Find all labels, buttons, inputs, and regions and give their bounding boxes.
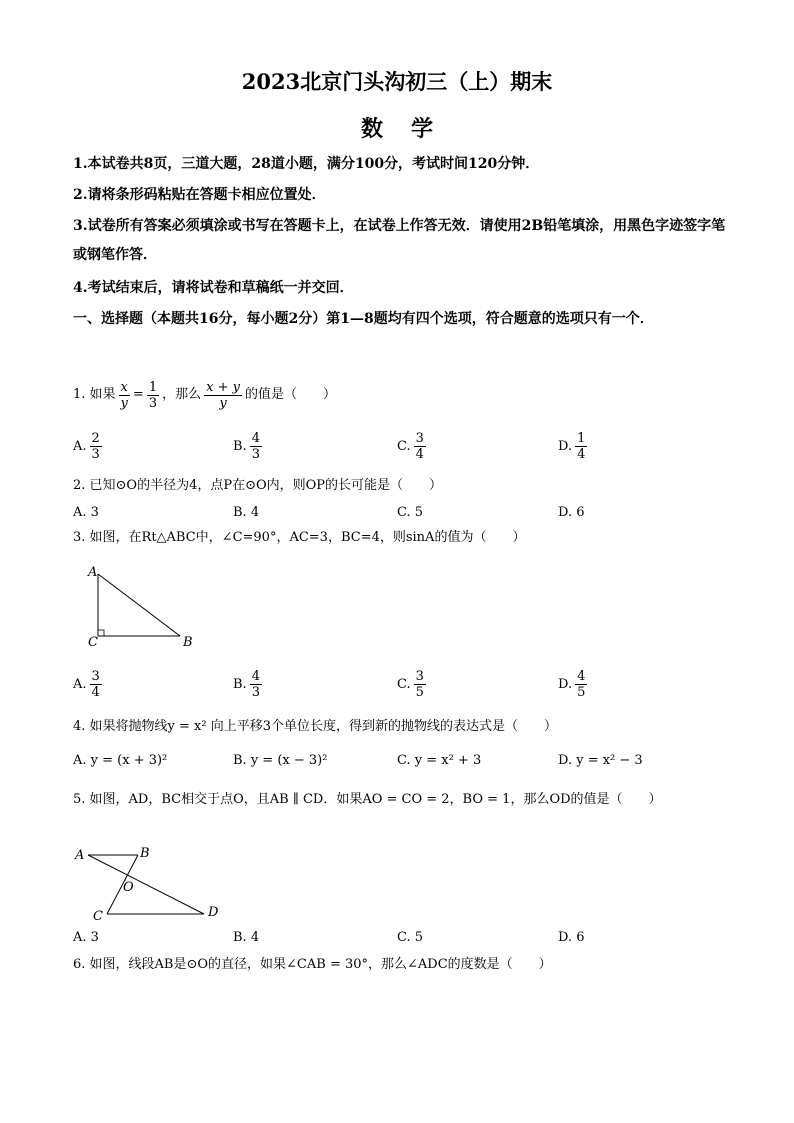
q1-option-c[interactable]: C. $\frac{3}{4}$	[397, 430, 424, 462]
q3-option-c[interactable]: C. $\frac{3}{5}$	[397, 668, 424, 700]
q3-triangle-figure	[80, 562, 210, 654]
q5-label-c: C	[93, 909, 103, 924]
q3-option-a[interactable]: A. $\frac{3}{4}$	[73, 668, 100, 700]
q1-options	[73, 429, 733, 463]
question-1	[73, 376, 733, 414]
q1-mid: ，那么	[162, 387, 202, 402]
q2-option-a[interactable]: A. 3	[73, 505, 99, 520]
q1-frac-x-over-y: $\frac{x}{y}$	[120, 379, 128, 411]
q2-option-c[interactable]: C. 5	[397, 505, 424, 520]
question-6: 6. 如图，线段AB是⊙O的直径，如果∠CAB = 30°，那么∠ADC的度数是（ ）	[73, 957, 552, 972]
q3-options	[73, 667, 733, 701]
q1-option-d[interactable]: D. $\frac{1}{4}$	[558, 430, 586, 462]
subject-title: 数学	[360, 116, 461, 142]
q2-option-d[interactable]: D. 6	[558, 505, 585, 520]
q5-option-b[interactable]: B. 4	[233, 930, 260, 945]
question-3: 3. 如图，在Rt△ABC中，∠C=90°，AC=3，BC=4，则sinA的值为（ ）	[73, 530, 526, 545]
q3-side-ab	[98, 574, 180, 636]
note-1: 1.本试卷共8页，三道大题，28道小题，满分100分，考试时间120分钟．	[73, 156, 540, 172]
q1-frac-one-third: $\frac{1}{3}$	[148, 379, 158, 411]
q5-option-c[interactable]: C. 5	[397, 930, 424, 945]
q3-right-angle-mark	[98, 630, 104, 636]
note-4: 4.考试结束后，请将试卷和草稿纸一并交回．	[73, 280, 354, 296]
q3-option-d[interactable]: D. $\frac{4}{5}$	[558, 668, 586, 700]
q1-option-b[interactable]: B. $\frac{4}{3}$	[233, 430, 260, 462]
page-title: 2023北京门头沟初三（上）期末	[241, 69, 553, 94]
q3-label-a: A	[88, 565, 98, 580]
q2-option-b[interactable]: B. 4	[233, 505, 260, 520]
section-one-heading: 一、选择题（本题共16分，每小题2分）第1—8题均有四个选项，符合题意的选项只有一个．	[73, 311, 654, 327]
question-2: 2. 已知⊙O的半径为4，点P在⊙O内，则OP的长可能是（ ）	[73, 478, 443, 493]
note-2: 2.请将条形码粘贴在答题卡相应位置处．	[73, 187, 326, 203]
q5-crossing-figure	[70, 842, 230, 924]
q4-option-c[interactable]: C. y = x² + 3	[397, 753, 482, 768]
q5-label-o: O	[123, 880, 134, 895]
q5-option-d[interactable]: D. 6	[558, 930, 585, 945]
q5-label-a: A	[75, 848, 85, 863]
q3-label-c: C	[88, 635, 98, 650]
q1-option-a[interactable]: A. $\frac{2}{3}$	[73, 430, 100, 462]
q3-option-b[interactable]: B. $\frac{4}{3}$	[233, 668, 260, 700]
q5-option-a[interactable]: A. 3	[73, 930, 99, 945]
q4-option-a[interactable]: A. y = (x + 3)²	[73, 753, 168, 768]
question-4: 4. 如果将抛物线y = x² 向上平移3个单位长度，得到新的抛物线的表达式是（ ）	[73, 719, 557, 734]
question-5: 5. 如图，AD，BC相交于点O，且AB ∥ CD．如果AO = CO = 2，BO = 1，那么OD的值是（ ）	[73, 792, 662, 807]
q1-frac-xy-over-y: $\frac{x + y}{y}$	[206, 379, 240, 411]
q5-segment-ad	[88, 855, 204, 914]
q3-label-b: B	[183, 635, 193, 650]
q4-option-b[interactable]: B. y = (x − 3)²	[233, 753, 328, 768]
q5-label-d: D	[208, 905, 219, 920]
q4-option-d[interactable]: D. y = x² − 3	[558, 753, 643, 768]
note-3: 3.试卷所有答案必须填涂或书写在答题卡上，在试卷上作答无效．请使用2B铅笔填涂，用黑色字迹签字笔或钢笔作答．	[73, 218, 726, 263]
q1-equals: =	[132, 387, 144, 402]
q5-label-b: B	[140, 846, 150, 861]
q1-prefix: 1. 如果	[73, 387, 116, 402]
q1-suffix: 的值是（ ）	[244, 387, 336, 402]
